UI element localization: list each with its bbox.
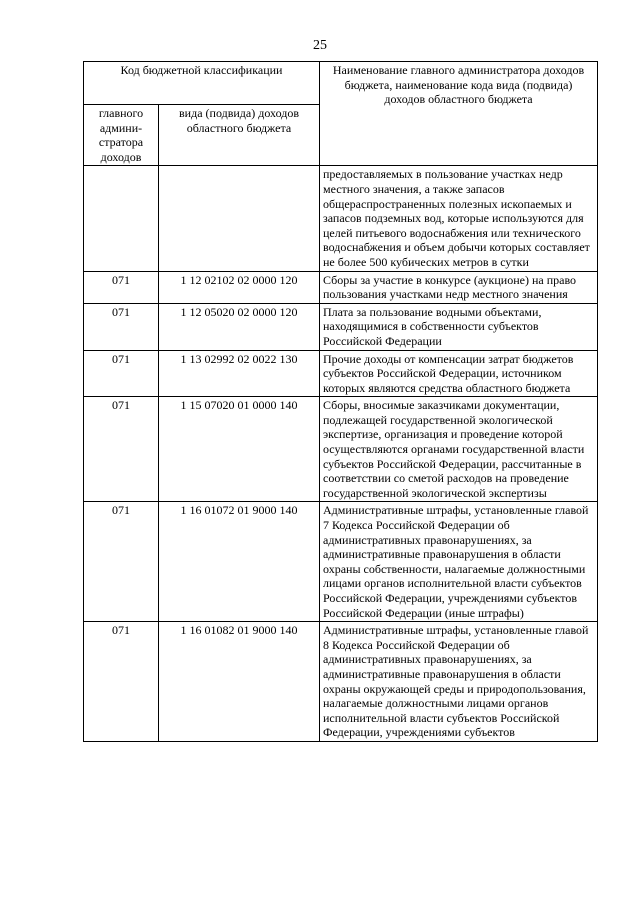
- table-row: [84, 350, 598, 397]
- admin-code-cell: 071: [84, 271, 159, 303]
- admin-code-cell: 071: [84, 303, 159, 350]
- header-budget-code: Код бюджетной классификации: [84, 62, 320, 105]
- table-row: [84, 271, 598, 303]
- income-code-cell: 1 16 01072 01 9000 140: [159, 502, 320, 622]
- income-code-cell: 1 12 02102 02 0000 120: [159, 271, 320, 303]
- budget-classification-table: [83, 61, 598, 742]
- table-row: [84, 622, 598, 742]
- admin-code-cell: 071: [84, 350, 159, 397]
- income-name-cell: Прочие доходы от компенсации затрат бюджетов субъектов Российской Федерации, источником которых являются средства областного бюджета: [320, 350, 598, 397]
- income-name-cell: Административные штрафы, установленные главой 8 Кодекса Российской Федерации об административных правонарушениях, за административные правонарушения в области охраны окружающей среды и природопользования, налагаемые должностными лицами органов исполнительной власти субъектов Российской Федерации, учреждениями субъектов: [320, 622, 598, 742]
- table-row: [84, 303, 598, 350]
- income-name-cell: Сборы, вносимые заказчиками документации, подлежащей государственной экологической экспертизе, организация и проведение которой осуществляются органами государственной власти субъектов Российской Федерации, рассчитанные в соответствии со сметой расходов на проведение государственной экологической экспертизы: [320, 397, 598, 502]
- income-code-cell: 1 13 02992 02 0022 130: [159, 350, 320, 397]
- income-code-cell: 1 12 05020 02 0000 120: [159, 303, 320, 350]
- income-name-cell: Административные штрафы, установленные главой 7 Кодекса Российской Федерации об административных правонарушениях, за административные правонарушения в области охраны собственности, налагаемые должностными лицами органов исполнительной власти субъектов Российской Федерации, учреждениями субъектов Российской Федерации (иные штрафы): [320, 502, 598, 622]
- table-row: [84, 166, 598, 271]
- table-header-row: [84, 62, 598, 105]
- admin-code-cell: 071: [84, 622, 159, 742]
- table-row: [84, 502, 598, 622]
- income-name-cell: Плата за пользование водными объектами, находящимися в собственности субъектов Российской Федерации: [320, 303, 598, 350]
- page-number: 25: [313, 38, 327, 53]
- header-chief-admin: главного админи-стратора доходов: [84, 105, 159, 166]
- admin-code-cell: [84, 166, 159, 271]
- income-code-cell: 1 16 01082 01 9000 140: [159, 622, 320, 742]
- income-code-cell: [159, 166, 320, 271]
- header-name: Наименование главного администратора доходов бюджета, наименование кода вида (подвида) доходов областного бюджета: [320, 62, 598, 166]
- income-code-cell: 1 15 07020 01 0000 140: [159, 397, 320, 502]
- admin-code-cell: 071: [84, 397, 159, 502]
- income-name-cell: Сборы за участие в конкурсе (аукционе) на право пользования участками недр местного значения: [320, 271, 598, 303]
- admin-code-cell: 071: [84, 502, 159, 622]
- header-income-type: вида (подвида) доходов областного бюджета: [159, 105, 320, 166]
- table-row: [84, 397, 598, 502]
- income-name-cell: предоставляемых в пользование участках недр местного значения, а также запасов общераспространенных полезных ископаемых и запасов подземных вод, которые используются для целей питьевого водоснабжения или технического водоснабжения и объем добычи которых составляет не более 500 кубических метров в сутки: [320, 166, 598, 271]
